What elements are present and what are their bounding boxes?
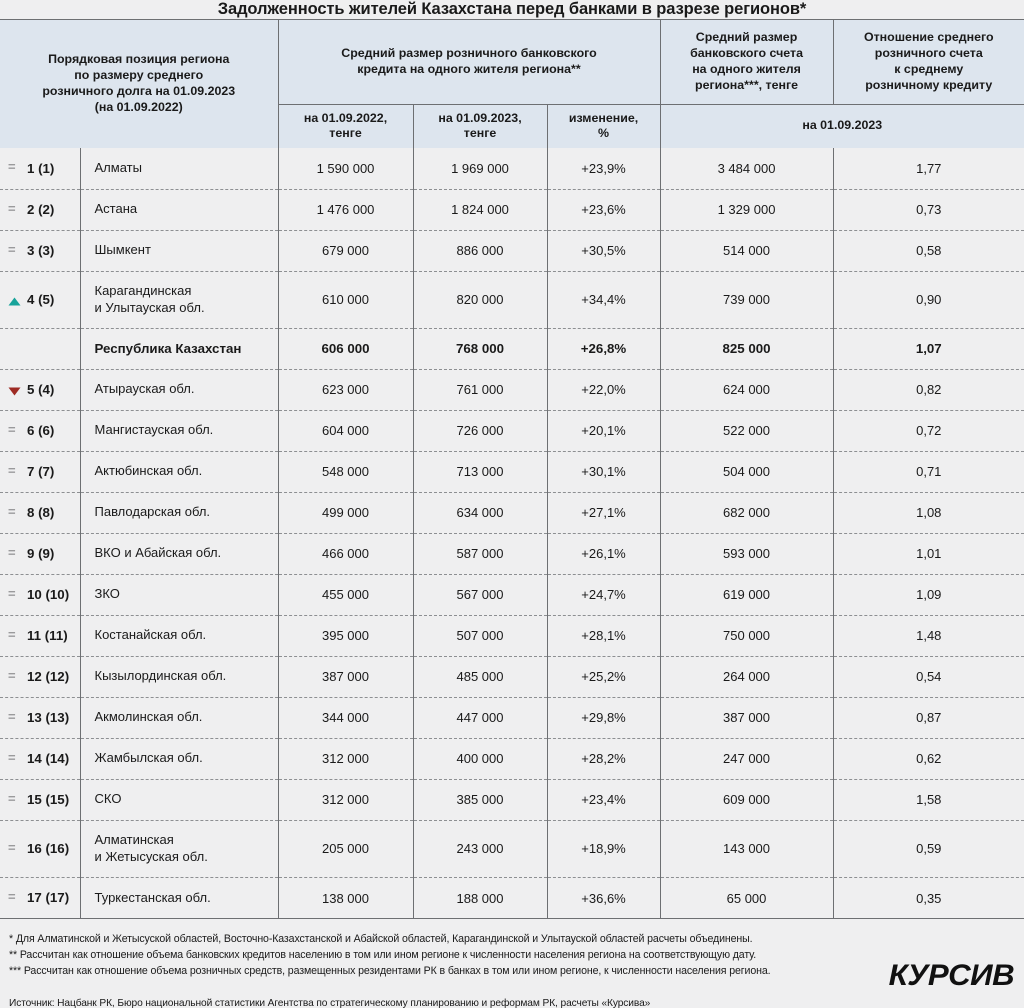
- credit-2022-cell: 344 000: [278, 697, 413, 738]
- account-2023-cell: 143 000: [660, 820, 833, 877]
- region-name-cell: [80, 533, 278, 574]
- region-name-line1: Республика Казахстан: [94, 341, 242, 357]
- account-2023-cell: 593 000: [660, 533, 833, 574]
- table-row: [0, 574, 1024, 615]
- th-sub-2022-line1: на 01.09.2022,: [303, 110, 388, 125]
- ratio-cell: 0,73: [833, 189, 1024, 230]
- account-2023-cell: 522 000: [660, 410, 833, 451]
- equal-marker-icon: =: [8, 708, 16, 724]
- equal-marker-icon: =: [8, 667, 16, 683]
- th-sub-2022: [278, 104, 413, 148]
- table-head: [0, 20, 1024, 148]
- page-title: Задолженность жителей Казахстана перед банками в разрезе регионов*: [217, 0, 807, 18]
- credit-2022-cell: 138 000: [278, 877, 413, 918]
- credit-2022-cell: 395 000: [278, 615, 413, 656]
- table-row: [0, 738, 1024, 779]
- rank-cell: [0, 615, 80, 656]
- equal-marker-icon: =: [8, 888, 16, 904]
- account-2023-cell: 264 000: [660, 656, 833, 697]
- region-name-cell: [80, 697, 278, 738]
- rank-label: 11 (11): [27, 627, 68, 643]
- rank-label: 12 (12): [27, 668, 70, 684]
- ratio-cell: 1,58: [833, 779, 1024, 820]
- title-bar: [0, 0, 1024, 19]
- ratio-cell: 0,82: [833, 369, 1024, 410]
- change-percent-cell: +26,8%: [547, 328, 660, 369]
- change-percent-cell: +23,4%: [547, 779, 660, 820]
- th-sub-change-line1: изменение,: [568, 110, 639, 125]
- ratio-cell: 1,08: [833, 492, 1024, 533]
- ratio-cell: 0,35: [833, 877, 1024, 918]
- table-row: [0, 533, 1024, 574]
- account-2023-cell: 514 000: [660, 230, 833, 271]
- th-rank-line2: по размеру среднего: [74, 68, 204, 83]
- th-account-line4: региона***, тенге: [695, 77, 799, 92]
- rank-cell: [0, 697, 80, 738]
- th-account-group: [660, 20, 833, 104]
- rank-label: 4 (5): [27, 291, 55, 307]
- region-name-cell: [80, 230, 278, 271]
- region-name-line1: Атырауская обл.: [94, 381, 195, 397]
- rank-cell: [0, 328, 80, 369]
- region-name-line1: Алматинская: [94, 831, 174, 847]
- region-name-cell: [80, 410, 278, 451]
- credit-2023-cell: 886 000: [413, 230, 547, 271]
- ratio-cell: 0,72: [833, 410, 1024, 451]
- table-row: [0, 492, 1024, 533]
- rank-cell: [0, 779, 80, 820]
- account-2023-cell: 750 000: [660, 615, 833, 656]
- region-name-cell: [80, 328, 278, 369]
- equal-marker-icon: =: [8, 421, 16, 437]
- credit-2022-cell: 1 590 000: [278, 148, 413, 189]
- credit-2022-cell: 312 000: [278, 738, 413, 779]
- rank-cell: [0, 492, 80, 533]
- credit-2023-cell: 400 000: [413, 738, 547, 779]
- rank-cell: [0, 410, 80, 451]
- region-name-line2: и Улытауская обл.: [94, 299, 205, 315]
- rank-cell: [0, 189, 80, 230]
- equal-marker-icon: =: [8, 159, 16, 175]
- ratio-cell: 1,07: [833, 328, 1024, 369]
- ratio-cell: 1,01: [833, 533, 1024, 574]
- table-row-total: [0, 328, 1024, 369]
- account-2023-cell: 609 000: [660, 779, 833, 820]
- rank-cell: [0, 148, 80, 189]
- equal-marker-icon: =: [8, 503, 16, 519]
- table-row: [0, 820, 1024, 877]
- th-sub-2023: [413, 104, 547, 148]
- ratio-cell: 0,54: [833, 656, 1024, 697]
- change-percent-cell: +25,2%: [547, 656, 660, 697]
- credit-2023-cell: 726 000: [413, 410, 547, 451]
- rank-cell: [0, 230, 80, 271]
- change-percent-cell: +24,7%: [547, 574, 660, 615]
- change-percent-cell: +34,4%: [547, 271, 660, 328]
- source-line: Источник: Нацбанк РК, Бюро национальной статистики Агентства по стратегическому планированию и реформам РК, расчеты «Курсива»: [9, 997, 651, 1008]
- debt-by-region-table: [0, 20, 1024, 918]
- credit-2023-cell: 634 000: [413, 492, 547, 533]
- equal-marker-icon: =: [8, 585, 16, 601]
- th-account-line2: банковского счета: [690, 45, 803, 60]
- rank-label: 17 (17): [27, 890, 70, 905]
- account-2023-cell: 624 000: [660, 369, 833, 410]
- footnote-1: * Для Алматинской и Жетысуской областей, Восточно-Казахстанской и Абайской областей, Карагандинской и Улытауской областей расчеты объединены.: [9, 933, 753, 946]
- rank-cell: [0, 738, 80, 779]
- credit-2022-cell: 548 000: [278, 451, 413, 492]
- credit-2022-cell: 606 000: [278, 328, 413, 369]
- equal-marker-icon: =: [8, 626, 16, 642]
- th-ratio-line4: розничному кредиту: [865, 77, 993, 92]
- triangle-up-icon: [8, 293, 24, 308]
- credit-2023-cell: 820 000: [413, 271, 547, 328]
- th-sub-date-right: на 01.09.2023: [660, 104, 1024, 148]
- rank-label: 8 (8): [27, 504, 55, 520]
- equal-marker-icon: =: [8, 749, 16, 765]
- table-row: [0, 410, 1024, 451]
- region-name-line1: Актюбинская обл.: [94, 463, 203, 479]
- rank-cell: [0, 877, 80, 918]
- change-percent-cell: +29,8%: [547, 697, 660, 738]
- change-percent-cell: +30,5%: [547, 230, 660, 271]
- credit-2022-cell: 455 000: [278, 574, 413, 615]
- change-percent-cell: +28,1%: [547, 615, 660, 656]
- region-name-line1: Алматы: [94, 160, 142, 176]
- account-2023-cell: 387 000: [660, 697, 833, 738]
- equal-marker-icon: =: [8, 462, 16, 478]
- data-table-wrapper: [0, 19, 1024, 919]
- region-name-cell: [80, 148, 278, 189]
- credit-2022-cell: 466 000: [278, 533, 413, 574]
- credit-2023-cell: 188 000: [413, 877, 547, 918]
- region-name-line1: Астана: [94, 201, 138, 217]
- change-percent-cell: +23,9%: [547, 148, 660, 189]
- region-name-cell: [80, 779, 278, 820]
- credit-2022-cell: 604 000: [278, 410, 413, 451]
- kursiv-logo: КУРСИВ: [888, 958, 1015, 992]
- account-2023-cell: 1 329 000: [660, 189, 833, 230]
- ratio-cell: 1,48: [833, 615, 1024, 656]
- change-percent-cell: +28,2%: [547, 738, 660, 779]
- rank-cell: [0, 533, 80, 574]
- region-name-line1: ВКО и Абайская обл.: [94, 545, 222, 561]
- account-2023-cell: 682 000: [660, 492, 833, 533]
- credit-2023-cell: 1 824 000: [413, 189, 547, 230]
- triangle-down-icon: [8, 383, 24, 398]
- rank-label: 5 (4): [27, 381, 55, 397]
- th-rank-line4: (на 01.09.2022): [94, 100, 183, 114]
- rank-cell: [0, 574, 80, 615]
- th-credit-group: [278, 20, 660, 104]
- rank-label: 1 (1): [27, 160, 55, 176]
- th-sub-2023-line1: на 01.09.2023,: [438, 110, 522, 125]
- change-percent-cell: +20,1%: [547, 410, 660, 451]
- change-percent-cell: +18,9%: [547, 820, 660, 877]
- rank-label: 2 (2): [27, 201, 55, 217]
- th-account-line1: Средний размер: [695, 30, 798, 44]
- credit-2023-cell: 713 000: [413, 451, 547, 492]
- th-account-line3: на одного жителя: [692, 61, 801, 76]
- rank-label: 16 (16): [27, 840, 70, 856]
- th-sub-2023-line2: тенге: [463, 126, 497, 141]
- credit-2023-cell: 385 000: [413, 779, 547, 820]
- credit-2022-cell: 387 000: [278, 656, 413, 697]
- rank-label: 10 (10): [27, 586, 70, 602]
- th-credit-line1: Средний размер розничного банковского: [341, 45, 597, 60]
- region-name-line1: Костанайская обл.: [94, 627, 207, 643]
- change-percent-cell: +30,1%: [547, 451, 660, 492]
- region-name-line1: Туркестанская обл.: [94, 889, 211, 905]
- region-name-cell: [80, 656, 278, 697]
- ratio-cell: 1,09: [833, 574, 1024, 615]
- equal-marker-icon: =: [8, 790, 16, 806]
- table-row: [0, 369, 1024, 410]
- region-name-line1: ЗКО: [94, 586, 120, 602]
- region-name-cell: [80, 492, 278, 533]
- region-name-line1: Шымкент: [94, 242, 151, 258]
- region-name-line2: и Жетысуская обл.: [94, 848, 208, 864]
- ratio-cell: 0,87: [833, 697, 1024, 738]
- change-percent-cell: +23,6%: [547, 189, 660, 230]
- change-percent-cell: +26,1%: [547, 533, 660, 574]
- region-name-cell: [80, 451, 278, 492]
- ratio-cell: 0,71: [833, 451, 1024, 492]
- credit-2023-cell: 243 000: [413, 820, 547, 877]
- th-rank-line1: Порядковая позиция региона: [48, 52, 230, 67]
- equal-marker-icon: =: [8, 544, 16, 560]
- rank-cell: [0, 271, 80, 328]
- credit-2023-cell: 761 000: [413, 369, 547, 410]
- equal-marker-icon: =: [8, 839, 16, 855]
- table-row: [0, 779, 1024, 820]
- region-name-line1: Мангистауская обл.: [94, 422, 214, 438]
- account-2023-cell: 65 000: [660, 877, 833, 918]
- th-rank-line3: розничного долга на 01.09.2023: [42, 84, 236, 99]
- rank-label: 14 (14): [27, 750, 70, 766]
- credit-2023-cell: 485 000: [413, 656, 547, 697]
- table-row: [0, 230, 1024, 271]
- ratio-cell: 0,62: [833, 738, 1024, 779]
- ratio-cell: 0,59: [833, 820, 1024, 877]
- footnote-2: ** Рассчитан как отношение объема банковских кредитов населению в том или ином регионе к численности населения региона на соответствующую дату.: [9, 949, 757, 962]
- account-2023-cell: 619 000: [660, 574, 833, 615]
- ratio-cell: 0,90: [833, 271, 1024, 328]
- th-rank-position: [0, 20, 278, 148]
- account-2023-cell: 247 000: [660, 738, 833, 779]
- credit-2023-cell: 447 000: [413, 697, 547, 738]
- region-name-line1: Жамбылская обл.: [94, 750, 203, 766]
- region-name-line1: Кызылординская обл.: [94, 668, 227, 684]
- region-name-line1: СКО: [94, 791, 122, 807]
- account-2023-cell: 825 000: [660, 328, 833, 369]
- table-row: [0, 189, 1024, 230]
- ratio-cell: 0,58: [833, 230, 1024, 271]
- footer: [0, 919, 1024, 1008]
- region-name-cell: [80, 271, 278, 328]
- equal-marker-icon: =: [8, 241, 16, 257]
- region-name-cell: [80, 369, 278, 410]
- rank-cell: [0, 451, 80, 492]
- rank-label: 15 (15): [27, 791, 70, 807]
- footnote-3: *** Рассчитан как отношение объема розничных средств, размещенных резидентами РК в банках в том или ином регионе, к численности населения региона.: [9, 965, 771, 978]
- table-row: [0, 877, 1024, 918]
- rank-cell: [0, 369, 80, 410]
- region-name-cell: [80, 877, 278, 918]
- credit-2023-cell: 567 000: [413, 574, 547, 615]
- table-row: [0, 451, 1024, 492]
- region-name-cell: [80, 189, 278, 230]
- region-name-cell: [80, 615, 278, 656]
- th-credit-line2: кредита на одного жителя региона**: [357, 61, 581, 76]
- region-name-cell: [80, 738, 278, 779]
- credit-2023-cell: 587 000: [413, 533, 547, 574]
- th-ratio-line3: к среднему: [894, 61, 964, 76]
- account-2023-cell: 504 000: [660, 451, 833, 492]
- table-row: [0, 148, 1024, 189]
- region-name-line1: Карагандинская: [94, 282, 192, 298]
- th-sub-2022-line2: тенге: [329, 126, 362, 141]
- credit-2023-cell: 507 000: [413, 615, 547, 656]
- change-percent-cell: +27,1%: [547, 492, 660, 533]
- rank-label: 7 (7): [27, 463, 55, 479]
- th-ratio-line1: Отношение среднего: [863, 30, 994, 44]
- credit-2023-cell: 768 000: [413, 328, 547, 369]
- table-row: [0, 656, 1024, 697]
- credit-2022-cell: 499 000: [278, 492, 413, 533]
- change-percent-cell: +22,0%: [547, 369, 660, 410]
- rank-label: 9 (9): [27, 545, 55, 561]
- rank-label: 6 (6): [27, 422, 55, 438]
- th-sub-change: [547, 104, 660, 148]
- credit-2022-cell: 610 000: [278, 271, 413, 328]
- table-row: [0, 697, 1024, 738]
- table-row: [0, 615, 1024, 656]
- ratio-cell: 1,77: [833, 148, 1024, 189]
- th-sub-change-line2: %: [597, 126, 610, 141]
- rank-cell: [0, 656, 80, 697]
- credit-2023-cell: 1 969 000: [413, 148, 547, 189]
- region-name-line1: Акмолинская обл.: [94, 709, 203, 725]
- equal-marker-icon: =: [8, 200, 16, 216]
- header-row-top: [0, 20, 1024, 104]
- th-ratio-line2: розничного счета: [874, 45, 983, 60]
- rank-label: 3 (3): [27, 242, 55, 258]
- credit-2022-cell: 679 000: [278, 230, 413, 271]
- table-row: [0, 271, 1024, 328]
- credit-2022-cell: 205 000: [278, 820, 413, 877]
- th-ratio-group: [833, 20, 1024, 104]
- region-name-cell: [80, 574, 278, 615]
- change-percent-cell: +36,6%: [547, 877, 660, 918]
- table-body: [0, 148, 1024, 918]
- rank-cell: [0, 820, 80, 877]
- rank-label: 13 (13): [27, 709, 70, 725]
- account-2023-cell: 739 000: [660, 271, 833, 328]
- credit-2022-cell: 1 476 000: [278, 189, 413, 230]
- credit-2022-cell: 623 000: [278, 369, 413, 410]
- region-name-line1: Павлодарская обл.: [94, 504, 211, 520]
- region-name-cell: [80, 820, 278, 877]
- account-2023-cell: 3 484 000: [660, 148, 833, 189]
- credit-2022-cell: 312 000: [278, 779, 413, 820]
